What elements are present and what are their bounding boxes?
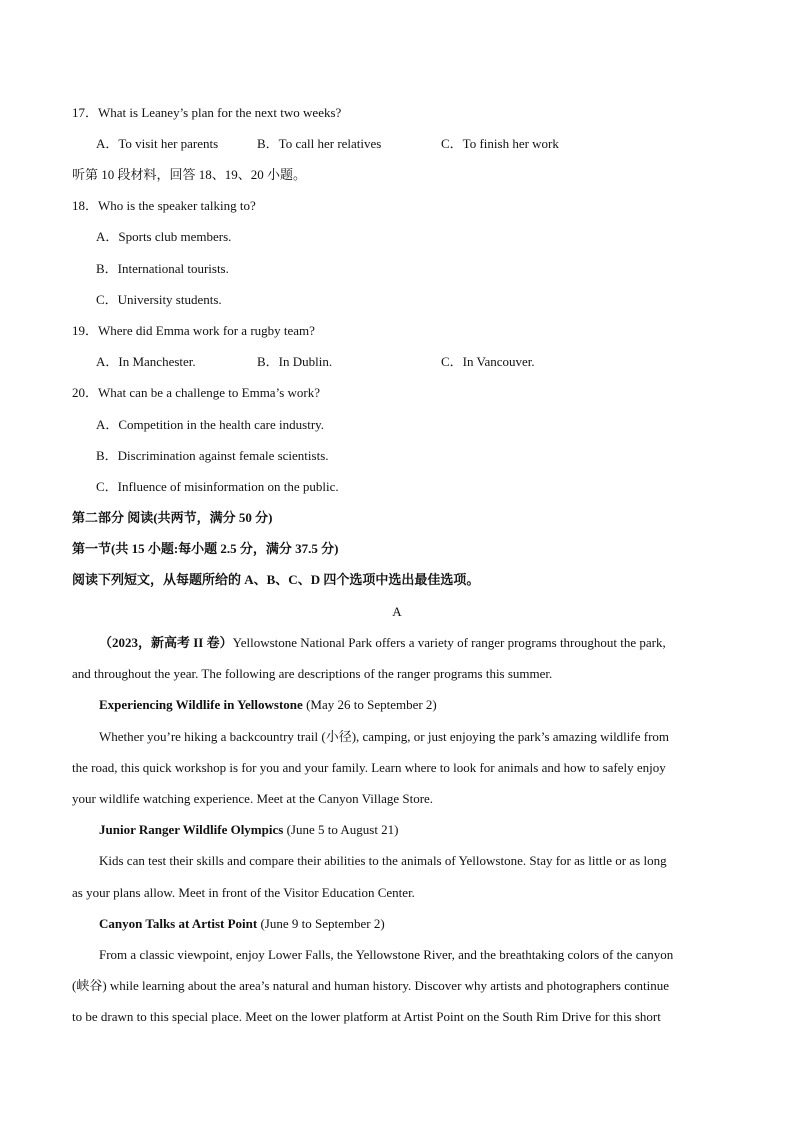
program-text-line: as your plans allow. Meet in front of the Visitor Education Center.: [72, 885, 415, 900]
q17-option-c: C．To finish her work: [441, 136, 559, 151]
program-heading: [99, 916, 385, 932]
q20-option-a: A．Competition in the health care industry.: [96, 417, 325, 432]
part2-heading: 第二部分 阅读(共两节，满分 50 分): [72, 510, 273, 525]
q19-option-a: A．In Manchester.: [96, 354, 196, 369]
program-text-line: Whether you’re hiking a backcountry trail (小径), camping, or just enjoying the park’s amazing wildlife from: [99, 729, 670, 744]
q17-option-b: B．To call her relatives: [257, 136, 382, 151]
q18-stem: 18．Who is the speaker talking to?: [72, 198, 256, 213]
q18-option-c: C．University students.: [96, 292, 222, 307]
program-text-line: Kids can test their skills and compare their abilities to the animals of Yellowstone. Stay for as little or as long: [99, 853, 667, 868]
program-text-line: your wildlife watching experience. Meet at the Canyon Village Store.: [72, 791, 434, 806]
program-title: Experiencing Wildlife in Yellowstone: [99, 697, 303, 712]
q17-option-a: A．To visit her parents: [96, 136, 219, 151]
passage-label: A: [392, 604, 402, 619]
q20-option-b: B．Discrimination against female scientists.: [96, 448, 329, 463]
q19-stem: 19．Where did Emma work for a rugby team?: [72, 323, 315, 338]
q18-option-b: B．International tourists.: [96, 261, 229, 276]
q19-option-b: B．In Dublin.: [257, 354, 333, 369]
program-heading: [99, 822, 399, 838]
program-dates: (June 9 to September 2): [257, 916, 385, 931]
program-title: Canyon Talks at Artist Point: [99, 916, 258, 931]
section1-heading: 第一节(共 15 小题:每小题 2.5 分，满分 37.5 分): [72, 541, 339, 556]
q19-option-c: C．In Vancouver.: [441, 354, 535, 369]
program-dates: (June 5 to August 21): [283, 822, 399, 837]
q18-option-a: A．Sports club members.: [96, 229, 232, 244]
passage-source: （2023，新高考 II 卷）: [99, 635, 233, 650]
passage-intro-line-1: [99, 635, 666, 651]
program-title: Junior Ranger Wildlife Olympics: [99, 822, 284, 837]
q17-stem: 17．What is Leaney’s plan for the next two weeks?: [72, 105, 342, 120]
q20-stem: 20．What can be a challenge to Emma’s work?: [72, 385, 320, 400]
program-text-line: From a classic viewpoint, enjoy Lower Falls, the Yellowstone River, and the breathtaking colors of the canyon: [99, 947, 674, 962]
program-dates: (May 26 to September 2): [302, 697, 437, 712]
passage-intro-line-2: and throughout the year. The following are descriptions of the ranger programs this summer.: [72, 666, 553, 681]
program-text-line: to be drawn to this special place. Meet on the lower platform at Artist Point on the South Rim Drive for this short: [72, 1009, 661, 1024]
program-text-line: the road, this quick workshop is for you and your family. Learn where to look for animals and how to safely enjoy: [72, 760, 666, 775]
reading-instruction: 阅读下列短文，从每题所给的 A、B、C、D 四个选项中选出最佳选项。: [72, 572, 480, 587]
program-text-line: (峡谷) while learning about the area’s natural and human history. Discover why artists and photographers continue: [72, 978, 669, 993]
q20-option-c: C．Influence of misinformation on the public.: [96, 479, 339, 494]
passage-intro-text: Yellowstone National Park offers a variety of ranger programs throughout the park,: [232, 635, 666, 650]
program-heading: [99, 697, 437, 713]
section10-instruction: 听第 10 段材料，回答 18、19、20 小题。: [72, 167, 307, 182]
